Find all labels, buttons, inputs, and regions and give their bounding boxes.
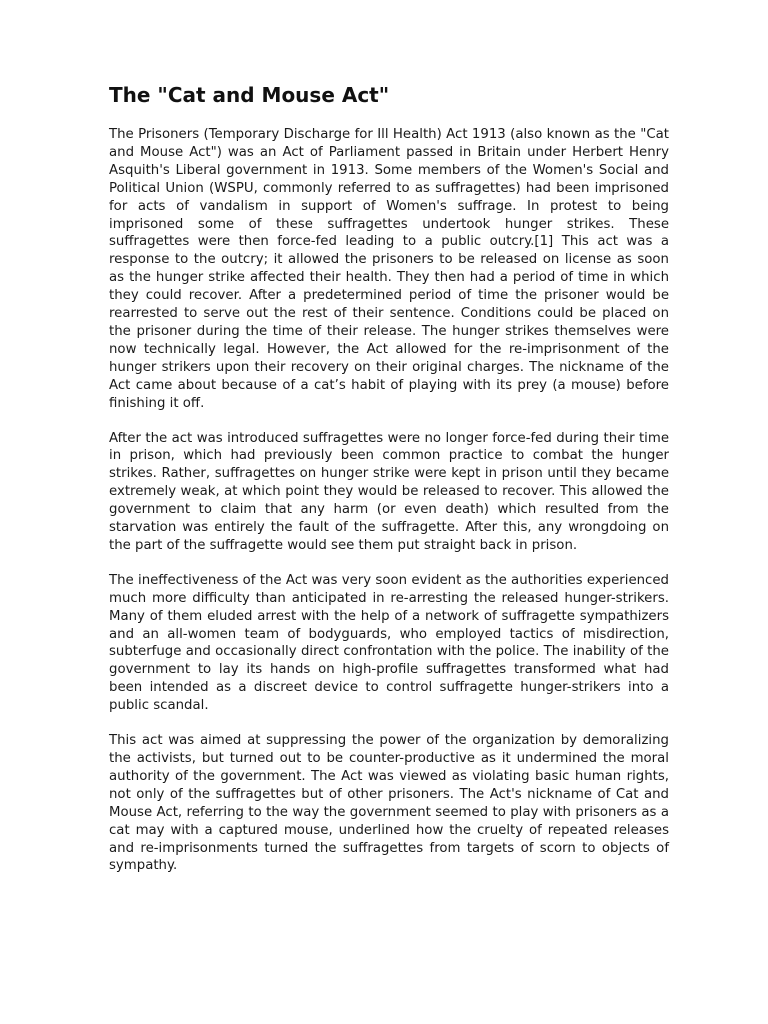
paragraph-2: After the act was introduced suffragettes were no longer force-fed during their time in prison, which had previously been common practice to combat the hunger strikes. Rather, suffragettes on hunger strike were kept in prison until they became extremely weak, at which point they would be released to recover. This allowed the government to claim that any harm (or even death) which resulted from the starvation was entirely the fault of the suffragette. After this, any wrongdoing on the part of the suffragette would see them put straight back in prison. bbox=[109, 430, 669, 553]
paragraph-3: The ineffectiveness of the Act was very soon evident as the authorities experienced much more difficulty than anticipated in re-arresting the released hunger-strikers. Many of them eluded arrest with the help of a network of suffragette sympathizers and an all-women team of bodyguards, who employed tactics of misdirection, subterfuge and occasionally direct confrontation with the police. The inability of the government to lay its hands on high-profile suffragettes transformed what had been intended as a discreet device to control suffragette hunger-strikers into a public scandal. bbox=[109, 572, 669, 714]
document-page bbox=[109, 80, 669, 892]
document-title: The "Cat and Mouse Act" bbox=[109, 83, 390, 107]
paragraph-1: The Prisoners (Temporary Discharge for Ill Health) Act 1913 (also known as the "Cat and Mouse Act") was an Act of Parliament passed in Britain under Herbert Henry Asquith's Liberal government in 1913. Some members of the Women's Social and Political Union (WSPU, commonly referred to as suffragettes) had been imprisoned for acts of vandalism in support of Women's suffrage. In protest to being imprisoned some of these suffragettes undertook hunger strikes. These suffragettes were then force-fed leading to a public outcry.[1] This act was a response to the outcry; it allowed the prisoners to be released on license as soon as the hunger strike affected their health. They then had a period of time in which they could recover. After a predetermined period of time the prisoner would be rearrested to serve out the rest of their sentence. Conditions could be placed on the prisoner during the time of their release. The hunger strikes themselves were now technically legal. However, the Act allowed for the re-imprisonment of the hunger strikers upon their recovery on their original charges. The nickname of the Act came about because of a cat’s habit of playing with its prey (a mouse) before finishing it off. bbox=[109, 127, 669, 411]
paragraph-4: This act was aimed at suppressing the power of the organization by demoralizing the activists, but turned out to be counter-productive as it undermined the moral authority of the government. The Act was viewed as violating basic human rights, not only of the suffragettes but of other prisoners. The Act's nickname of Cat and Mouse Act, referring to the way the government seemed to play with prisoners as a cat may with a captured mouse, underlined how the cruelty of repeated releases and re-imprisonments turned the suffragettes from targets of scorn to objects of sympathy. bbox=[109, 733, 669, 874]
